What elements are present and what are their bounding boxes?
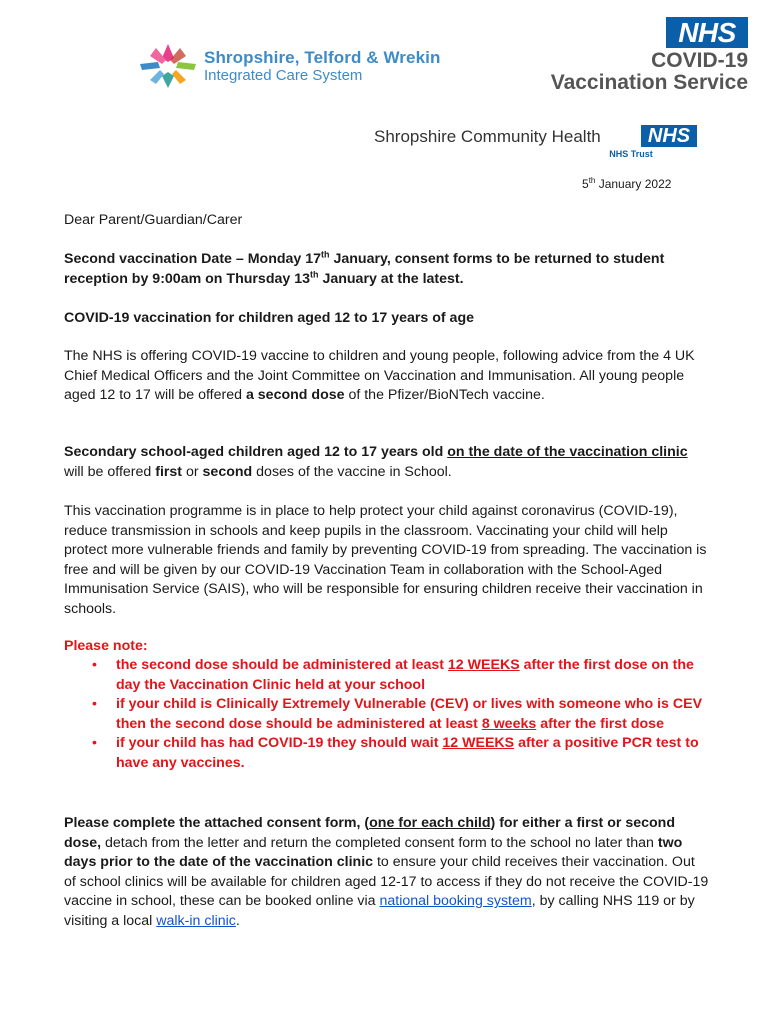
community-health-nhs-logo: NHS: [641, 125, 697, 147]
ics-flower-icon: [136, 40, 200, 90]
note-item: • if your child has had COVID-19 they should wait 12 WEEKS after a positive PCR test to have any vaccines.: [92, 735, 699, 771]
national-booking-link[interactable]: national booking system: [379, 893, 532, 910]
bullet: •: [92, 735, 97, 752]
note-list: [64, 656, 710, 774]
paragraph-programme: This vaccination programme is in place to help protect your child against coronavirus (COVID-19), reduce transmission in schools and keep pupils in the classroom. Vaccinating your child will help protect more vulnerable friends and family by preventing COVID-19 from spreading. The vaccination is free and will be given by our COVID-19 Vaccination Team in collaboration with the School-Aged Immunisation Service (SAIS), who will be responsible for ensuring children receive their vaccination in schools.: [64, 503, 707, 617]
bullet: •: [92, 657, 97, 673]
ics-logo-name: Shropshire, Telford & Wrekin: [204, 48, 441, 67]
note-item: • the second dose should be administered at least 12 WEEKS after the first dose on the day the Vaccination Clinic held at your school: [92, 657, 694, 693]
ics-logo-subtitle: Integrated Care System: [204, 67, 363, 84]
note-item: • if your child is Clinically Extremely Vulnerable (CEV) or lives with someone who is CEV then the second dose should be administered at least 8 weeks after the first dose: [92, 696, 703, 732]
greeting: Dear Parent/Guardian/Carer: [64, 212, 243, 228]
headline: Second vaccination Date – Monday 17th January, consent forms to be returned to student reception by 9:00am on Thursday 13th January at the latest.: [64, 249, 665, 287]
letter-date: 5th January 2022: [582, 176, 672, 191]
paragraph-nhs-offer: The NHS is offering COVID-19 vaccine to children and young people, following advice from the 4 UK Chief Medical Officers and the Joint Committee on Vaccination and Immunisation. All young people aged 12 to 17 will be offered a second dose of the Pfizer/BioNTech vaccine.: [64, 348, 695, 404]
paragraph-consent: Please complete the attached consent form, (one for each child) for either a first or second dose, detach from the letter and return the completed consent form to the school no later than two days prior to the date of the vaccination clinic to ensure your child receives their vaccination. Out of school clinics will be available for children aged 12-17 to access if they do not receive the COVID-19 vaccine in school, these can be booked online via national booking system, by calling NHS 119 or by visiting a local walk-in clinic.: [64, 815, 709, 929]
subheading: COVID-19 vaccination for children aged 12 to 17 years of age: [64, 310, 474, 326]
walk-in-clinic-link[interactable]: walk-in clinic: [156, 912, 236, 929]
paragraph-eligibility: Secondary school-aged children aged 12 to 17 years old on the date of the vaccination clinic will be offered first or second doses of the vaccine in School.: [64, 444, 688, 480]
bullet: •: [92, 696, 97, 713]
nhs-logo: NHS: [666, 17, 748, 48]
note-title: Please note:: [64, 638, 148, 654]
covid-service-title: COVID-19: [651, 49, 748, 72]
covid-service-subtitle: Vaccination Service: [550, 71, 748, 94]
community-health-name: Shropshire Community Health: [374, 127, 601, 146]
ics-logo: [136, 40, 496, 90]
community-health-trust: NHS Trust: [609, 149, 653, 159]
